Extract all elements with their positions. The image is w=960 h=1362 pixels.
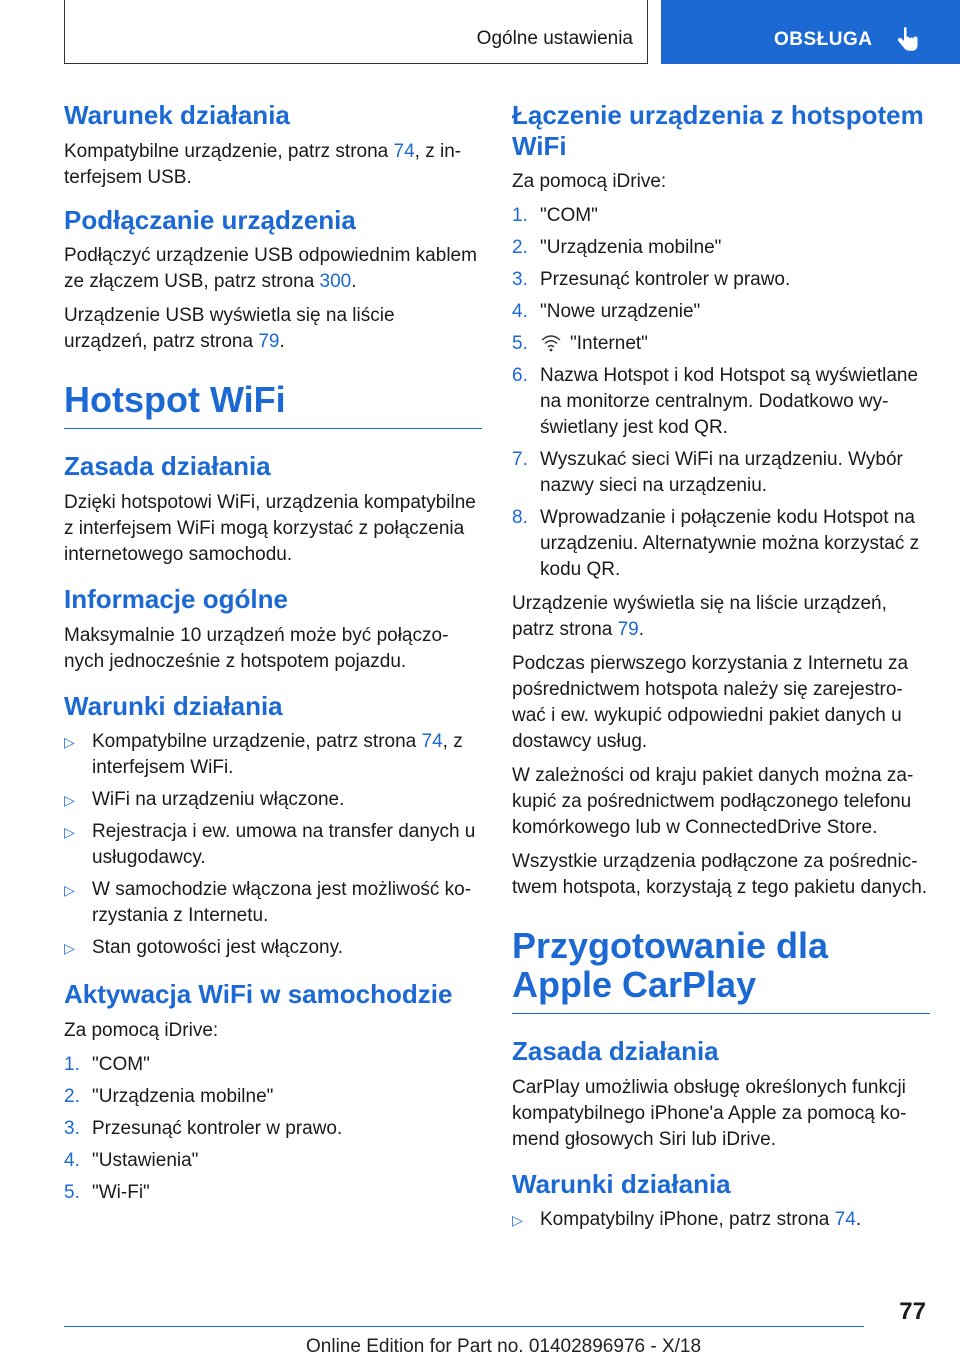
list-item: ▷ Kompatybilny iPhone, patrz strona 74. — [512, 1207, 930, 1233]
section-heading: Informacje ogólne — [64, 583, 288, 614]
paragraph: Podczas pierwszego korzystania z Internetu za pośrednictwem hotspota należy się zarejestro-wać i ew. wykupić odpowiedni pakiet danych u dostawcy usług. — [512, 653, 909, 753]
triangle-bullet: ▷ — [64, 882, 75, 899]
hand-pointer-icon — [896, 26, 920, 54]
section-heading: Warunki działania — [512, 1168, 731, 1199]
right-column — [512, 100, 930, 1241]
header-tab-label: OBSŁUGA — [774, 29, 873, 50]
paragraph: Dzięki hotspotowi WiFi, urządzenia kompatybilne z interfejsem WiFi mogą korzystać z połączenia internetowego samochodu. — [64, 491, 476, 565]
triangle-bullet: ▷ — [512, 1212, 523, 1229]
wifi-icon — [540, 333, 562, 353]
bullet-list — [512, 1207, 930, 1233]
triangle-bullet: ▷ — [64, 792, 75, 809]
list-item: ▷ Kompatybilne urządzenie, patrz strona 74, z interfejsem WiFi. — [64, 731, 463, 779]
page-link[interactable]: 74 — [421, 731, 443, 753]
paragraph: Urządzenie USB wyświetla się na liście urządzeń, patrz strona 79. — [64, 305, 395, 353]
list-item: 2. "Urządzenia mobilne" — [64, 1085, 274, 1107]
page-link[interactable]: 74 — [393, 140, 415, 162]
list-item: ▷ W samochodzie włączona jest możliwość ko-rzystania z Internetu. — [64, 879, 472, 927]
page-link[interactable]: 74 — [834, 1209, 856, 1231]
list-item: 1. "COM" — [512, 205, 598, 227]
page-link[interactable]: 300 — [319, 271, 352, 293]
page-link[interactable]: 79 — [258, 331, 280, 353]
triangle-bullet: ▷ — [64, 734, 75, 751]
paragraph: Kompatybilne urządzenie, patrz strona 74, z in-terfejsem USB. — [64, 140, 462, 188]
section-heading: Łączenie urządzenia z hotspotem WiFi — [512, 100, 924, 161]
footer-edition: Online Edition for Part no. 01402896976 - X/18 — [306, 1336, 702, 1357]
paragraph: Wszystkie urządzenia podłączone za pośrednic-twem hotspota, korzystają z tego pakietu danych. — [512, 851, 928, 899]
section-heading: Warunek działania — [64, 100, 290, 130]
chapter-heading: Hotspot WiFi — [64, 381, 482, 429]
list-item: 5. "Wi-Fi" — [64, 1181, 150, 1203]
section-heading: Podłączanie urządzenia — [64, 204, 356, 235]
section-heading: Zasada działania — [64, 451, 271, 482]
list-item: ▷ Stan gotowości jest włączony. — [64, 935, 482, 961]
list-item: 4. "Nowe urządzenie" — [512, 301, 701, 323]
numbered-list — [64, 1052, 482, 1206]
left-column — [64, 100, 482, 1214]
paragraph: Urządzenie wyświetla się na liście urządzeń, patrz strona 79. — [512, 593, 887, 641]
list-item: 8. Wprowadzanie i połączenie kodu Hotspot na urządzeniu. Alternatywnie można korzystać z kodu QR. — [512, 507, 920, 581]
section-heading: Zasada działania — [512, 1036, 719, 1067]
section-heading: Warunki działania — [64, 690, 283, 721]
paragraph: Za pomocą iDrive: — [64, 1019, 219, 1041]
paragraph: CarPlay umożliwia obsługę określonych funkcji kompatybilnego iPhone'a Apple za pomocą ko-mend głosowych Siri lub iDrive. — [512, 1076, 907, 1150]
list-item: 1. "COM" — [64, 1053, 150, 1075]
section-heading: Aktywacja WiFi w samochodzie — [64, 979, 453, 1010]
list-item: 4. "Ustawienia" — [64, 1149, 199, 1171]
triangle-bullet: ▷ — [64, 824, 75, 841]
chapter-heading: Przygotowanie dla Apple CarPlay — [512, 927, 930, 1014]
numbered-list — [512, 203, 930, 583]
paragraph: Maksymalnie 10 urządzeń może być połączo-nych jednocześnie z hotspotem pojazdu. — [64, 624, 449, 672]
list-item: 7. Wyszukać sieci WiFi na urządzeniu. Wybór nazwy sieci na urządzeniu. — [512, 449, 903, 497]
list-item: ▷ Rejestracja i ew. umowa na transfer danych u usługodawcy. — [64, 821, 476, 869]
header-tab[interactable] — [661, 0, 960, 64]
header-box — [64, 0, 648, 64]
list-item: ▷ WiFi na urządzeniu włączone. — [64, 787, 482, 813]
list-item: 3. Przesunąć kontroler w prawo. — [512, 269, 791, 291]
paragraph: Za pomocą iDrive: — [512, 171, 667, 193]
triangle-bullet: ▷ — [64, 940, 75, 957]
list-item: 6. Nazwa Hotspot i kod Hotspot są wyświetlane na monitorze centralnym. Dodatkowo wy-świetlany jest kod QR. — [512, 365, 919, 439]
list-item: 3. Przesunąć kontroler w prawo. — [64, 1117, 343, 1139]
bullet-list — [64, 729, 482, 961]
list-item: 2. "Urządzenia mobilne" — [512, 237, 722, 259]
paragraph: Podłączyć urządzenie USB odpowiednim kablem ze złączem USB, patrz strona 300. — [64, 245, 477, 293]
footer-divider — [64, 1326, 864, 1327]
page-link[interactable]: 79 — [617, 619, 639, 641]
list-item: 5. "Internet" — [512, 333, 648, 355]
page-number: 77 — [899, 1298, 926, 1325]
header-title: Ogólne ustawienia — [476, 28, 633, 49]
paragraph: W zależności od kraju pakiet danych można za-kupić za pośrednictwem podłączonego telefonu komórkowego lub w ConnectedDrive Store. — [512, 765, 914, 839]
